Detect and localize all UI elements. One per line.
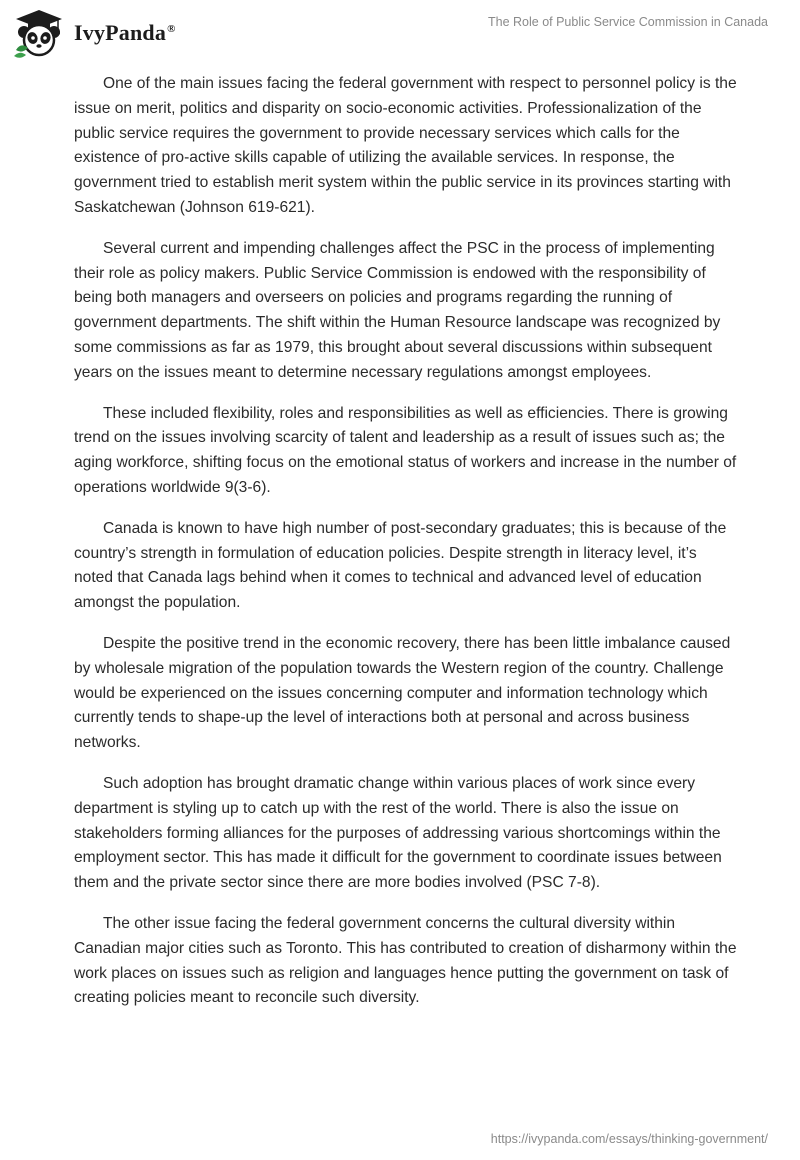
source-url[interactable]: https://ivypanda.com/essays/thinking-government/ — [490, 1132, 768, 1146]
paragraph: These included flexibility, roles and responsibilities as well as efficiencies. There is growing trend on the issues involving scarcity of talent and leadership as a result of issues such as; the aging workforce, shifting focus on the emotional status of workers and increase in the number of operations worldwide 9(3-6). — [74, 404, 737, 496]
paragraph: Several current and impending challenges affect the PSC in the process of implementing their role as policy makers. Public Service Commission is endowed with the responsibility of being both managers and overseers on policies and programs regarding the running of government departments. The shift within the Human Resource landscape was recognized by some commissions as far as 1979, this brought about several discussions within subsequent years on the issues meant to determine necessary regulations amongst employees. — [74, 239, 721, 381]
page-header — [0, 0, 800, 64]
logo[interactable] — [12, 6, 176, 60]
paragraph: The other issue facing the federal government concerns the cultural diversity within Canadian major cities such as Toronto. This has contributed to creation of disharmony within the work places on issues such as religion and languages hence putting the government on task of creating policies meant to reconcile such diversity. — [74, 914, 737, 1007]
document-title: The Role of Public Service Commission in Canada — [488, 15, 768, 29]
paragraph: Such adoption has brought dramatic change within various places of work since every department is styling up to catch up with the rest of the world. There is also the issue on stakeholders forming alliances for the purposes of addressing various shortcomings within the employment sector. This has made it difficult for the government to coordinate issues between them and the private sector since there are more bodies involved (PSC 7-8). — [74, 774, 722, 892]
essay-body — [74, 72, 738, 1027]
logo-text: IvyPanda® — [74, 20, 176, 45]
paragraph: Despite the positive trend in the economic recovery, there has been little imbalance caused by wholesale migration of the population towards the Western region of the country. Challenge would be experienced on the issues concerning computer and information technology which currently tends to shape-up the level of interactions both at personal and across business networks. — [74, 634, 731, 752]
paragraph: One of the main issues facing the federal government with respect to personnel policy is the issue on merit, politics and disparity on socio-economic activities. Professionalization of the public service requires the government to provide necessary services which calls for the existence of pro-active skills capable of utilizing the available services. In response, the government tried to establish merit system within the public service in its provinces starting with Saskatchewan (Johnson 619-621). — [74, 75, 737, 216]
registered-mark: ® — [167, 22, 176, 35]
paragraph: Canada is known to have high number of post-secondary graduates; this is because of the country’s strength in formulation of education policies. Despite strength in literacy level, it’s noted that Canada lags behind when it comes to technical and advanced level of education amongst the population. — [74, 519, 727, 612]
panda-graduate-icon — [12, 6, 66, 60]
